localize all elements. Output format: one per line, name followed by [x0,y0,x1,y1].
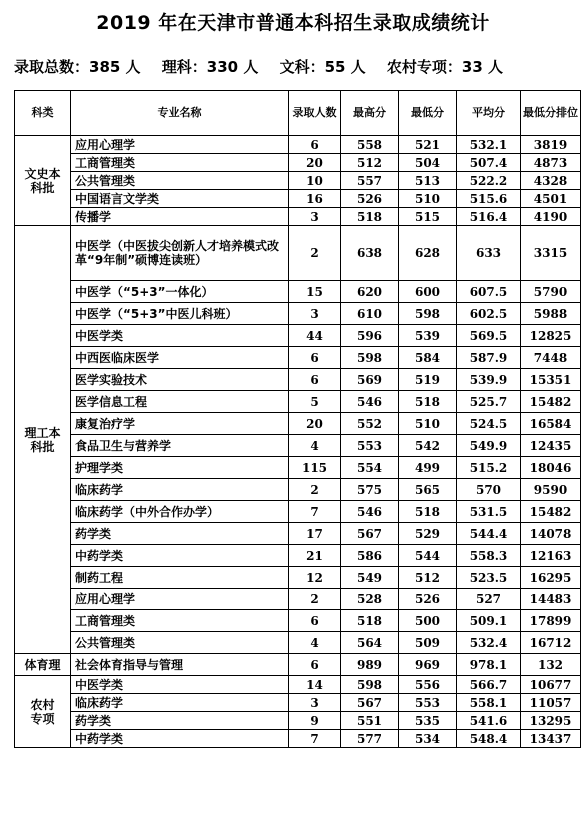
avg-score-cell: 522.2 [457,172,521,190]
min-rank-cell: 4190 [521,208,581,226]
summary-arts: 文科：55 人 [279,58,366,76]
max-score-cell: 575 [341,479,399,501]
avg-score-cell: 541.6 [457,712,521,730]
count-cell: 20 [289,154,341,172]
count-cell: 115 [289,457,341,479]
major-cell: 公共管理类 [71,632,289,654]
max-score-cell: 549 [341,567,399,589]
min-score-cell: 598 [399,303,457,325]
count-cell: 2 [289,589,341,610]
header-max-score: 最高分 [341,91,399,136]
max-score-cell: 518 [341,610,399,632]
min-score-cell: 542 [399,435,457,457]
min-rank-cell: 15482 [521,391,581,413]
major-cell: 康复治疗学 [71,413,289,435]
max-score-cell: 528 [341,589,399,610]
avg-score-cell: 509.1 [457,610,521,632]
max-score-cell: 512 [341,154,399,172]
major-cell: 中医学类 [71,676,289,694]
table-row [15,589,581,610]
major-cell: 中医学（中医拔尖创新人才培养模式改革“9年制”硕博连读班） [71,226,289,281]
major-cell: 中医学（“5+3”中医儿科班） [71,303,289,325]
avg-score-cell: 515.6 [457,190,521,208]
major-cell: 中药学类 [71,545,289,567]
max-score-cell: 569 [341,369,399,391]
max-score-cell: 551 [341,712,399,730]
min-rank-cell: 132 [521,654,581,676]
min-rank-cell: 10677 [521,676,581,694]
min-score-cell: 510 [399,190,457,208]
min-rank-cell: 14078 [521,523,581,545]
min-rank-cell: 11057 [521,694,581,712]
min-score-cell: 521 [399,136,457,154]
count-cell: 21 [289,545,341,567]
avg-score-cell: 566.7 [457,676,521,694]
min-score-cell: 534 [399,730,457,748]
avg-score-cell: 570 [457,479,521,501]
min-score-cell: 513 [399,172,457,190]
max-score-cell: 526 [341,190,399,208]
summary-rural: 农村专项：33 人 [386,58,504,76]
table-row [15,654,581,676]
count-cell: 14 [289,676,341,694]
min-score-cell: 518 [399,501,457,523]
avg-score-cell: 539.9 [457,369,521,391]
count-cell: 2 [289,479,341,501]
header-category: 科类 [15,91,71,136]
max-score-cell: 598 [341,676,399,694]
category-cell-science: 理工本 科批 [15,226,71,654]
summary-total: 录取总数：385 人 [14,58,141,76]
min-rank-cell: 7448 [521,347,581,369]
min-score-cell: 504 [399,154,457,172]
header-min-rank: 最低分排位 [521,91,581,136]
table-row [15,632,581,654]
max-score-cell: 518 [341,208,399,226]
min-rank-cell: 12163 [521,545,581,567]
avg-score-cell: 532.4 [457,632,521,654]
min-score-cell: 518 [399,391,457,413]
major-cell: 中西医临床医学 [71,347,289,369]
count-cell: 12 [289,567,341,589]
major-cell: 临床药学 [71,694,289,712]
table-row [15,413,581,435]
category-cell-rural: 农村 专项 [15,676,71,748]
table-row [15,610,581,632]
min-score-cell: 535 [399,712,457,730]
count-cell: 6 [289,136,341,154]
major-cell: 中国语言文学类 [71,190,289,208]
max-score-cell: 567 [341,694,399,712]
avg-score-cell: 569.5 [457,325,521,347]
table-row [15,325,581,347]
min-score-cell: 499 [399,457,457,479]
table-row [15,501,581,523]
table-row [15,730,581,748]
major-cell: 工商管理类 [71,154,289,172]
avg-score-cell: 527 [457,589,521,610]
min-rank-cell: 3315 [521,226,581,281]
table-body [15,136,581,748]
min-score-cell: 500 [399,610,457,632]
major-cell: 食品卫生与营养学 [71,435,289,457]
table-header-row [15,91,581,136]
table-row [15,190,581,208]
major-cell: 药学类 [71,523,289,545]
min-score-cell: 584 [399,347,457,369]
count-cell: 9 [289,712,341,730]
min-rank-cell: 4328 [521,172,581,190]
min-score-cell: 600 [399,281,457,303]
count-cell: 4 [289,435,341,457]
table-row [15,567,581,589]
header-count: 录取人数 [289,91,341,136]
avg-score-cell: 525.7 [457,391,521,413]
table-row [15,457,581,479]
major-cell: 护理学类 [71,457,289,479]
major-cell: 制药工程 [71,567,289,589]
max-score-cell: 577 [341,730,399,748]
avg-score-cell: 587.9 [457,347,521,369]
max-score-cell: 567 [341,523,399,545]
min-score-cell: 515 [399,208,457,226]
min-score-cell: 628 [399,226,457,281]
major-cell: 临床药学（中外合作办学） [71,501,289,523]
table-row [15,545,581,567]
min-rank-cell: 13437 [521,730,581,748]
count-cell: 6 [289,654,341,676]
min-score-cell: 510 [399,413,457,435]
max-score-cell: 546 [341,501,399,523]
min-rank-cell: 13295 [521,712,581,730]
max-score-cell: 552 [341,413,399,435]
count-cell: 4 [289,632,341,654]
avg-score-cell: 515.2 [457,457,521,479]
major-cell: 药学类 [71,712,289,730]
table-row [15,391,581,413]
min-score-cell: 544 [399,545,457,567]
min-score-cell: 526 [399,589,457,610]
avg-score-cell: 524.5 [457,413,521,435]
max-score-cell: 558 [341,136,399,154]
avg-score-cell: 516.4 [457,208,521,226]
admission-table [14,90,581,748]
major-cell: 中医学类 [71,325,289,347]
table-row [15,369,581,391]
major-cell: 临床药学 [71,479,289,501]
avg-score-cell: 602.5 [457,303,521,325]
max-score-cell: 596 [341,325,399,347]
min-rank-cell: 5988 [521,303,581,325]
table-row [15,136,581,154]
min-score-cell: 539 [399,325,457,347]
min-rank-cell: 4873 [521,154,581,172]
major-cell: 应用心理学 [71,589,289,610]
major-cell: 社会体育指导与管理 [71,654,289,676]
table-row [15,694,581,712]
table-row [15,712,581,730]
table-row [15,208,581,226]
avg-score-cell: 532.1 [457,136,521,154]
count-cell: 6 [289,369,341,391]
category-cell-arts: 文史本 科批 [15,136,71,226]
max-score-cell: 989 [341,654,399,676]
count-cell: 7 [289,730,341,748]
avg-score-cell: 549.9 [457,435,521,457]
count-cell: 2 [289,226,341,281]
table-row [15,281,581,303]
max-score-cell: 553 [341,435,399,457]
max-score-cell: 620 [341,281,399,303]
major-cell: 公共管理类 [71,172,289,190]
table-row [15,226,581,281]
table-row [15,347,581,369]
page-title: 2019 年在天津市普通本科招生录取成绩统计 [96,12,490,34]
count-cell: 6 [289,610,341,632]
major-cell: 工商管理类 [71,610,289,632]
category-cell-sports: 体育理 [15,654,71,676]
major-cell: 传播学 [71,208,289,226]
avg-score-cell: 607.5 [457,281,521,303]
avg-score-cell: 531.5 [457,501,521,523]
summary-science: 理科：330 人 [161,58,259,76]
count-cell: 3 [289,694,341,712]
major-cell: 中医学（“5+3”一体化） [71,281,289,303]
min-rank-cell: 15351 [521,369,581,391]
count-cell: 15 [289,281,341,303]
min-score-cell: 529 [399,523,457,545]
max-score-cell: 638 [341,226,399,281]
min-rank-cell: 16584 [521,413,581,435]
major-cell: 医学实验技术 [71,369,289,391]
max-score-cell: 557 [341,172,399,190]
count-cell: 20 [289,413,341,435]
min-rank-cell: 5790 [521,281,581,303]
table-row [15,172,581,190]
header-min-score: 最低分 [399,91,457,136]
min-score-cell: 512 [399,567,457,589]
min-rank-cell: 15482 [521,501,581,523]
count-cell: 3 [289,208,341,226]
avg-score-cell: 523.5 [457,567,521,589]
table-row [15,435,581,457]
avg-score-cell: 558.3 [457,545,521,567]
table-row [15,479,581,501]
min-score-cell: 565 [399,479,457,501]
count-cell: 10 [289,172,341,190]
count-cell: 16 [289,190,341,208]
header-major: 专业名称 [71,91,289,136]
summary-line [14,56,584,77]
min-rank-cell: 12435 [521,435,581,457]
min-rank-cell: 4501 [521,190,581,208]
min-score-cell: 509 [399,632,457,654]
max-score-cell: 546 [341,391,399,413]
avg-score-cell: 558.1 [457,694,521,712]
major-cell: 医学信息工程 [71,391,289,413]
min-rank-cell: 16295 [521,567,581,589]
min-rank-cell: 18046 [521,457,581,479]
min-score-cell: 519 [399,369,457,391]
count-cell: 17 [289,523,341,545]
max-score-cell: 586 [341,545,399,567]
table-row [15,154,581,172]
avg-score-cell: 633 [457,226,521,281]
major-cell: 中药学类 [71,730,289,748]
table-row [15,523,581,545]
max-score-cell: 610 [341,303,399,325]
min-rank-cell: 17899 [521,610,581,632]
count-cell: 44 [289,325,341,347]
min-rank-cell: 9590 [521,479,581,501]
count-cell: 6 [289,347,341,369]
max-score-cell: 598 [341,347,399,369]
table-row [15,303,581,325]
min-score-cell: 969 [399,654,457,676]
count-cell: 5 [289,391,341,413]
min-score-cell: 556 [399,676,457,694]
min-rank-cell: 16712 [521,632,581,654]
table-row [15,676,581,694]
min-rank-cell: 14483 [521,589,581,610]
avg-score-cell: 548.4 [457,730,521,748]
avg-score-cell: 978.1 [457,654,521,676]
min-rank-cell: 3819 [521,136,581,154]
max-score-cell: 564 [341,632,399,654]
avg-score-cell: 507.4 [457,154,521,172]
header-avg-score: 平均分 [457,91,521,136]
count-cell: 3 [289,303,341,325]
count-cell: 7 [289,501,341,523]
major-cell: 应用心理学 [71,136,289,154]
min-score-cell: 553 [399,694,457,712]
min-rank-cell: 12825 [521,325,581,347]
max-score-cell: 554 [341,457,399,479]
avg-score-cell: 544.4 [457,523,521,545]
